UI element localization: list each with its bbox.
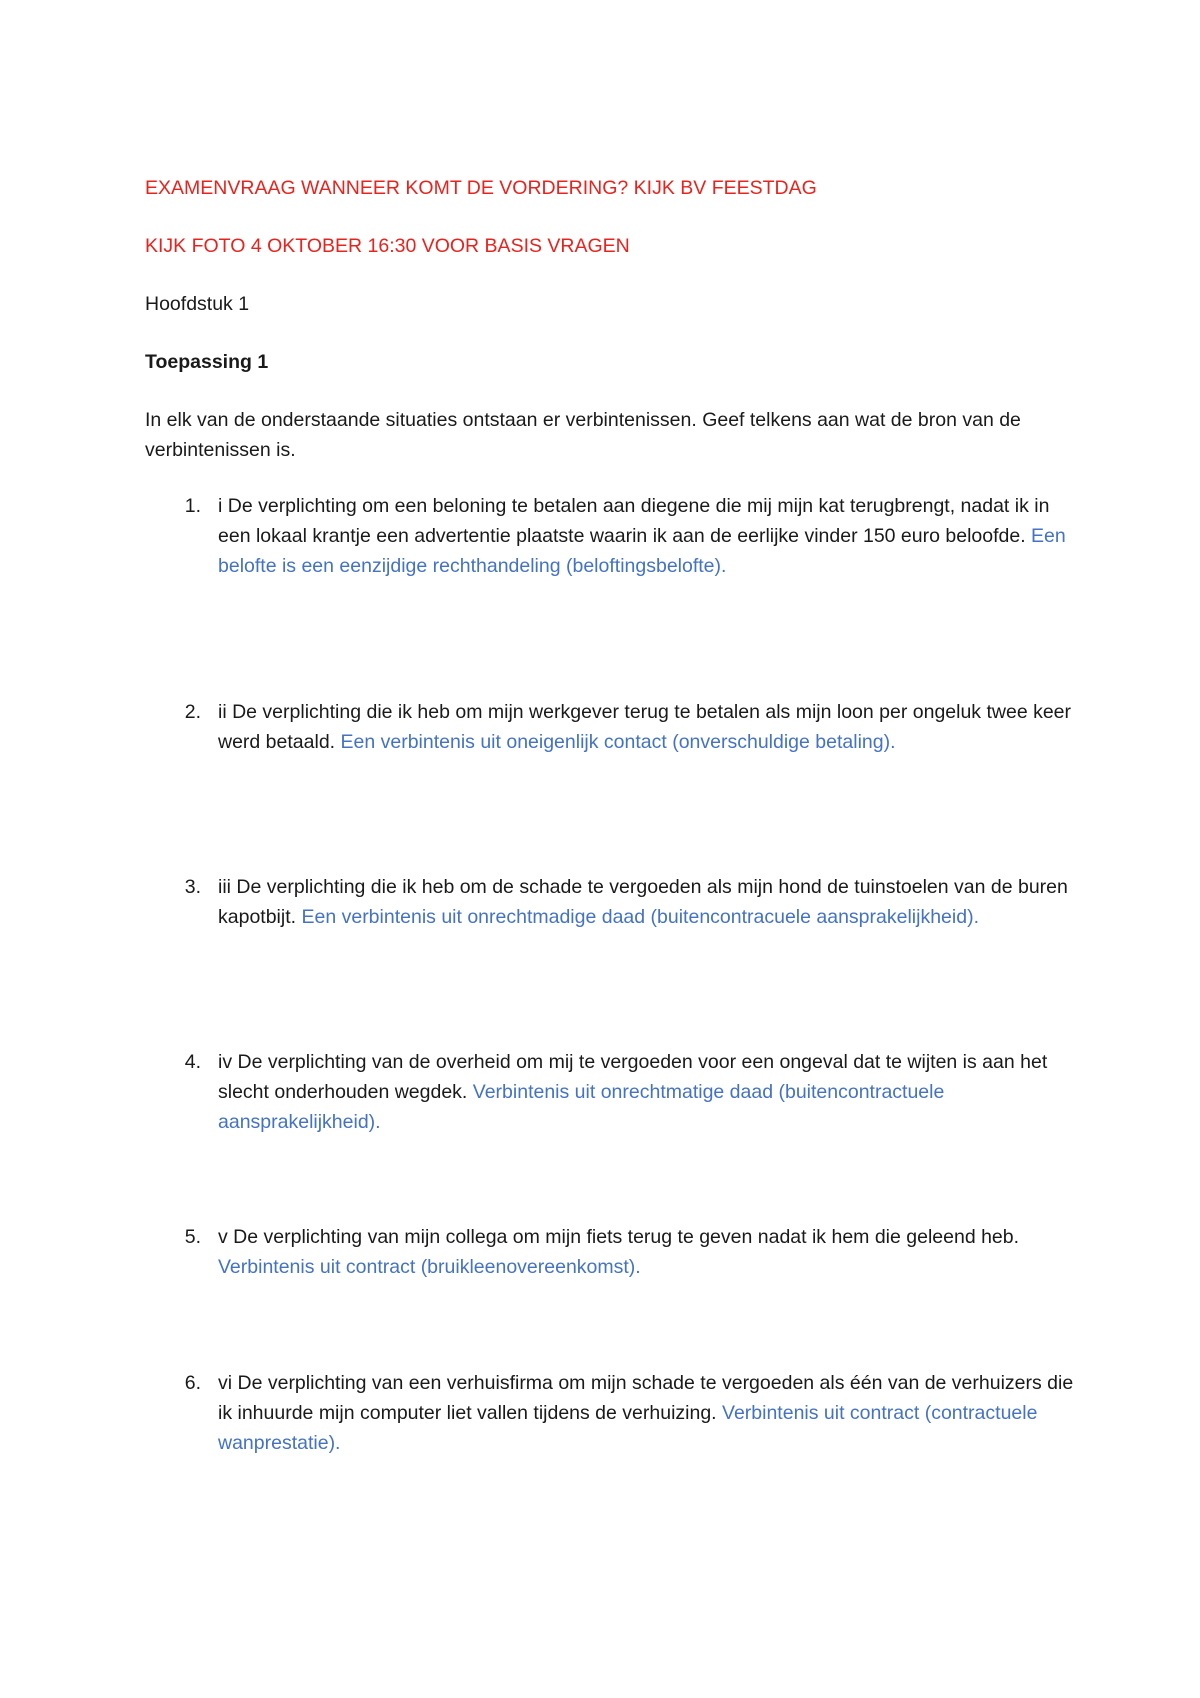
- list-item-body: [218, 1222, 1075, 1282]
- list-item-body: [218, 872, 1075, 932]
- answer-text: Verbintenis uit contract (contractuele wanprestatie).: [218, 1402, 1038, 1454]
- question-text: vi De verplichting van een verhuisfirma om mijn schade te vergoeden als één van de verhuizers die ik inhuurde mijn computer liet vallen tijdens de verhuizing.: [218, 1372, 1074, 1424]
- exercise-title: Toepassing 1: [145, 351, 269, 373]
- question-text: v De verplichting van mijn collega om mijn fiets terug te geven nadat ik hem die geleend heb.: [218, 1226, 1020, 1248]
- answer-text: Een verbintenis uit oneigenlijk contact (onverschuldige betaling).: [340, 731, 896, 753]
- list-number: 4.: [184, 1051, 201, 1073]
- list-number: 6.: [184, 1372, 201, 1394]
- question-text: iv De verplichting van de overheid om mij te vergoeden voor een ongeval dat te wijten is aan het slecht onderhouden wegdek.: [218, 1051, 1048, 1103]
- list-number: 5.: [184, 1226, 201, 1248]
- answer-text: Verbintenis uit contract (bruikleenovereenkomst).: [218, 1256, 641, 1278]
- list-item-body: [218, 697, 1075, 757]
- answer-text: Een verbintenis uit onrechtmadige daad (buitencontracuele aansprakelijkheid).: [301, 906, 979, 928]
- list-number: 2.: [184, 701, 201, 723]
- exam-note: EXAMENVRAAG WANNEER KOMT DE VORDERING? KIJK BV FEESTDAG: [145, 177, 817, 199]
- answer-text: Verbintenis uit onrechtmatige daad (buitencontractuele aansprakelijkheid).: [218, 1081, 945, 1133]
- question-text: i De verplichting om een beloning te betalen aan diegene die mij mijn kat terugbrengt, nadat ik in een lokaal krantje een advertentie plaatste waarin ik aan de eerlijke vinder 150 euro beloofde.: [218, 495, 1050, 547]
- list-number: 1.: [184, 495, 201, 517]
- list-item-body: [218, 491, 1075, 581]
- answer-text: Een belofte is een eenzijdige rechthandeling (beloftingsbelofte).: [218, 525, 1066, 577]
- list-item-body: [218, 1047, 1075, 1137]
- question-text: ii De verplichting die ik heb om mijn werkgever terug te betalen als mijn loon per ongeluk twee keer werd betaald.: [218, 701, 1072, 753]
- intro-paragraph: In elk van de onderstaande situaties ontstaan er verbintenissen. Geef telkens aan wat de bron van de verbintenissen is.: [145, 409, 1021, 461]
- photo-note: KIJK FOTO 4 OKTOBER 16:30 VOOR BASIS VRAGEN: [145, 235, 630, 257]
- list-number: 3.: [184, 876, 201, 898]
- question-text: iii De verplichting die ik heb om de schade te vergoeden als mijn hond de tuinstoelen van de buren kapotbijt.: [218, 876, 1068, 928]
- list-item-body: [218, 1368, 1075, 1458]
- chapter-heading: Hoofdstuk 1: [145, 293, 250, 315]
